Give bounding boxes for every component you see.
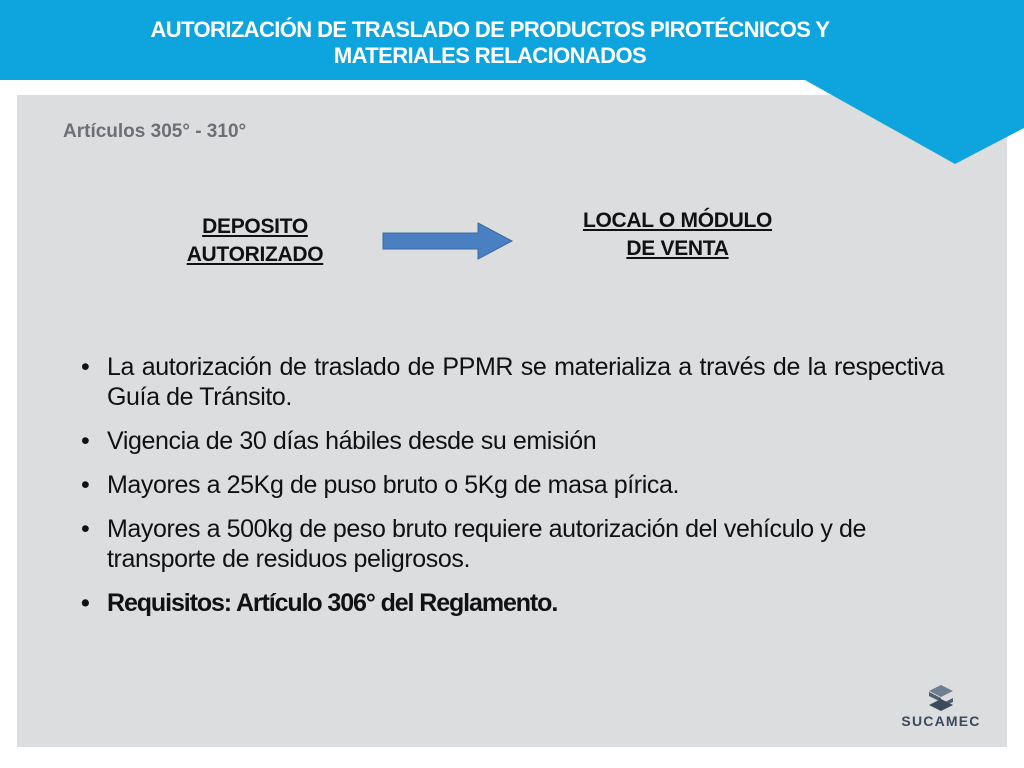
list-item (78, 352, 944, 412)
bullet-icon: • (81, 353, 90, 381)
list-item (78, 426, 944, 456)
slide-title-line-1: AUTORIZACIÓN DE TRASLADO DE PRODUCTOS PIROTÉCNICOS Y (150, 17, 830, 42)
flow-destination-line-1: LOCAL O MÓDULO (582, 209, 773, 232)
sucamec-logo-text: SUCAMEC (901, 713, 981, 729)
flow-origin-line-2: AUTORIZADO (186, 243, 324, 266)
flow-destination-label (545, 207, 810, 263)
list-item-text: Requisitos: Artículo 306° del Reglamento. (107, 589, 558, 617)
list-item-text: La autorización de traslado de PPMR se materializa a través de la respectiva Guía de Tránsito. (107, 353, 944, 411)
list-item (78, 588, 944, 618)
flow-origin-line-1: DEPOSITO (202, 215, 308, 238)
bullet-icon: • (81, 515, 90, 543)
flow-destination-line-2: DE VENTA (626, 237, 729, 260)
list-item-text: Mayores a 500kg de peso bruto requiere autorización del vehículo y de transporte de residuos peligrosos. (107, 515, 866, 573)
bullet-icon: • (81, 427, 90, 455)
list-item (78, 514, 944, 574)
requirements-list (78, 352, 944, 632)
slide-title-line-2: MATERIALES RELACIONADOS (333, 43, 647, 68)
bullet-icon: • (81, 471, 90, 499)
flow-origin-label (150, 213, 360, 269)
header-corner-wedge (0, 0, 1024, 200)
sucamec-s-icon (927, 684, 955, 712)
articles-label: Artículos 305° - 310° (63, 121, 247, 142)
list-item (78, 470, 944, 500)
list-item-text: Mayores a 25Kg de puso bruto o 5Kg de masa pírica. (107, 471, 680, 499)
flow-arrow-icon (382, 222, 514, 260)
bullet-icon: • (81, 589, 89, 617)
sucamec-logo (896, 684, 986, 732)
list-item-text: Vigencia de 30 días hábiles desde su emisión (107, 427, 597, 455)
